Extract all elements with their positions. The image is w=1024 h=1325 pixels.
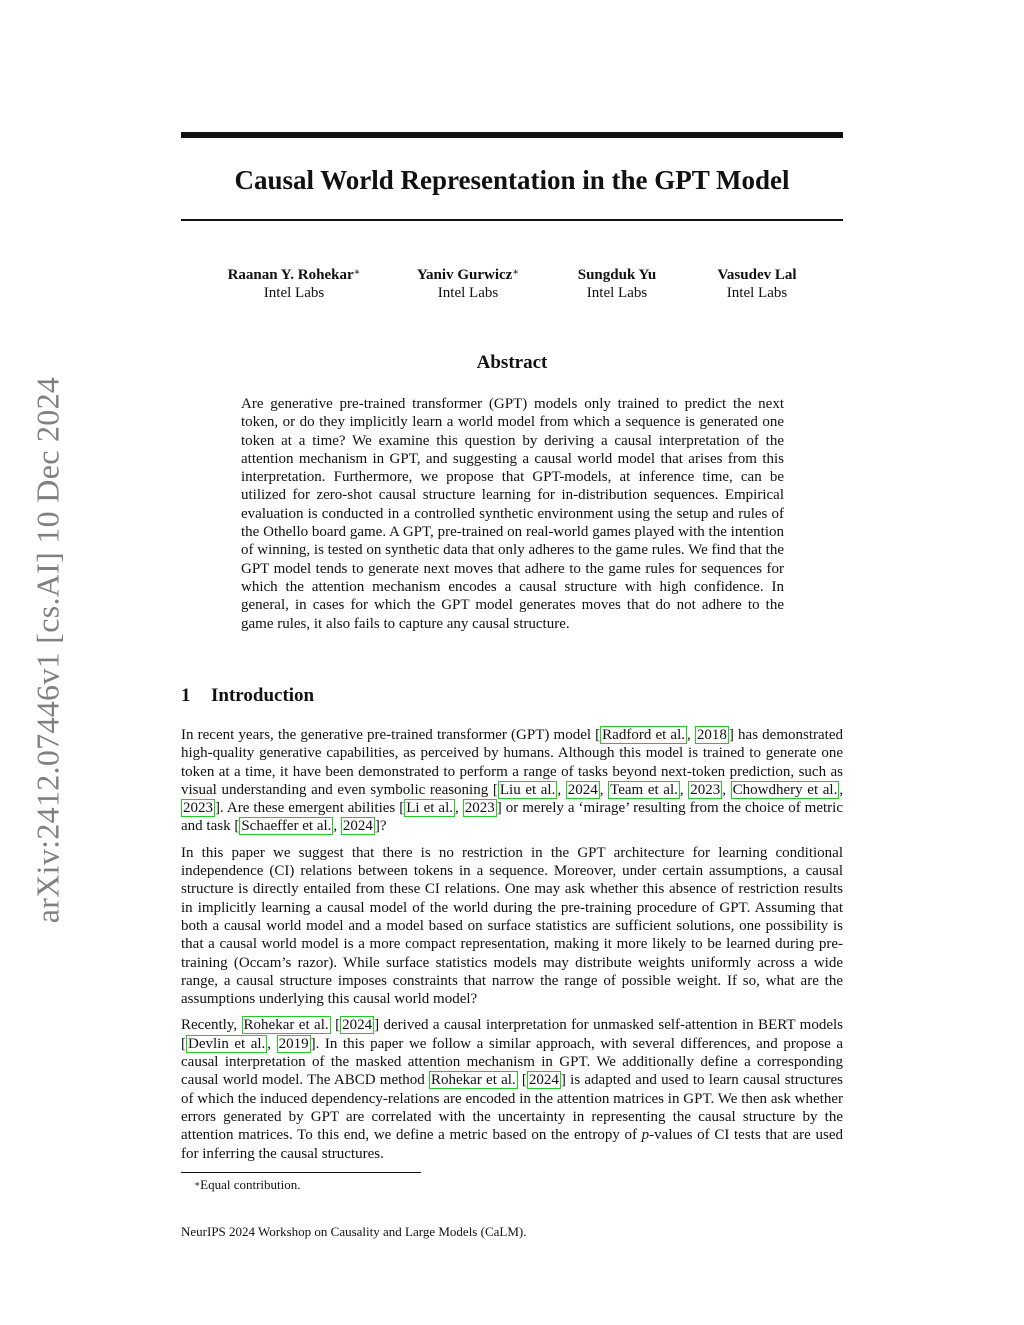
citation-link[interactable]: 2019 (278, 1035, 309, 1052)
citation-link[interactable]: Devlin et al. (188, 1035, 266, 1052)
text-run: ] derived a causal interpretation for unmasked self-attention in BERT models [ (181, 1017, 843, 1052)
citation-link[interactable]: Chowdhery et al. (732, 781, 838, 798)
author-affiliation: Intel Labs (437, 285, 499, 301)
author-affiliation: Intel Labs (586, 285, 648, 301)
author-mark: ∗ (512, 267, 520, 278)
citation-link[interactable]: Li et al. (406, 800, 453, 817)
citation-link[interactable]: Radford et al. (602, 727, 686, 743)
author-name: Raanan Y. Rohekar (227, 267, 354, 283)
text-run: , (687, 727, 695, 743)
text-run: ] has demonstrated high-quality generative capabilities, as perceived by humans. Although this model is trained to generate one token at a time, it have been demonstrated to perform a range of tasks beyond next-token prediction, such as visual understanding and even symbolic reasoning [ (181, 727, 843, 798)
text-run: ]. In this paper we follow a similar approach, with several differences, and propose a causal interpretation of the masked attention mechanism in GPT. We additionally define a corresponding causal world model. The ABCD method (181, 1035, 844, 1089)
text-run: , (679, 781, 689, 798)
text-run: ]? (374, 818, 387, 835)
paper-title: Causal World Representation in the GPT Model (234, 165, 790, 195)
abstract-text: Are generative pre-trained transformer (GPT) models only trained to predict the next token, or do they implicitly learn a world model from which a sequence is generated one token at a time? We examine this question by deriving a causal interpretation of the attention mechanism in GPT, and suggesting a causal world model that arises from this interpretation. Furthermore, we propose that GPT-models, at inference time, can be utilized for zero-shot causal structure learning for in-distribution sequences. Empirical evaluation is conducted in a controlled synthetic environment using the setup and rules of the Othello board game. A GPT, pre-trained on real-world games played with the intention of winning, is tested on synthetic data that only adheres to the game rules. We find that the GPT model tends to generate next moves that adhere to the game rules for sequences for which the attention mechanism encodes a causal structure with high confidence. In general, in cases for which the GPT model generates moves that do not adhere to the game rules, it also fails to capture any causal structure. (241, 396, 784, 632)
author-mark: ∗ (353, 267, 361, 278)
footnote-text: Equal contribution. (200, 1177, 301, 1192)
author-affiliation: Intel Labs (726, 285, 788, 301)
citation-link[interactable]: Team et al. (610, 781, 678, 798)
text-run: [ (330, 1017, 341, 1034)
text-run: [ (517, 1072, 527, 1089)
author-3 (578, 266, 657, 302)
footnote-rule (181, 1172, 421, 1173)
math-variable: p (641, 1127, 650, 1144)
arxiv-identifier (28, 360, 68, 940)
text-run: ] is adapted and used to learn causal structures of which the induced dependency-relations are encoded in the attention matrices in GPT. We then ask whether errors generated by GPT are correlated with the uncertainty in representing the causal structure by the attention matrices. To this end, we define a metric based on the entropy of (181, 1072, 844, 1144)
citation-link[interactable]: 2024 (567, 781, 598, 798)
text-run: , (722, 781, 731, 798)
author-name: Sungduk Yu (577, 267, 657, 283)
text-run: ] or merely a ‘mirage’ resulting from the choice of metric and task [ (181, 800, 843, 835)
citation-link[interactable]: 2024 (342, 818, 373, 835)
citation-link[interactable]: Rohekar et al. (431, 1072, 516, 1089)
text-run: , (557, 781, 566, 798)
text-run: ]. Are these emergent abilities [ (215, 800, 405, 817)
text-run: , (267, 1035, 277, 1052)
text-run: -values of CI tests that are used for inferring the causal structures. (181, 1127, 844, 1162)
citation-link[interactable]: 2023 (464, 800, 495, 817)
title-top-rule (181, 132, 843, 138)
citation-link[interactable]: Rohekar et al. (243, 1017, 329, 1034)
author-4 (717, 266, 796, 302)
footnote-mark: ∗ (194, 1179, 201, 1189)
abstract-heading: Abstract (476, 352, 548, 373)
arxiv-identifier-text: arXiv:2412.07446v1 [cs.AI] 10 Dec 2024 (29, 376, 66, 924)
paragraph-1 (181, 726, 843, 836)
text-run: In recent years, the generative pre-trained transformer (GPT) model [ (181, 727, 601, 743)
text-run: , (839, 781, 844, 798)
citation-link[interactable]: Liu et al. (499, 781, 556, 798)
author-1 (228, 266, 361, 302)
author-list (181, 266, 843, 306)
section-title: Introduction (211, 685, 315, 706)
citation-link[interactable]: 2024 (528, 1072, 559, 1089)
text-run: , (599, 781, 609, 798)
citation-link[interactable]: 2018 (696, 727, 727, 743)
author-name: Vasudev Lal (717, 267, 797, 283)
footnote (194, 1177, 301, 1193)
text-run: Recently, (181, 1017, 242, 1034)
title-bottom-rule (181, 219, 843, 221)
paragraph-2: In this paper we suggest that there is no restriction in the GPT architecture for learning conditional independence (CI) relations between tokens in a sequence. Moreover, under certain assumptions, a causal structure is directly entailed from these CI relations. One may ask whether this absence of restriction results in implicitly learning a causal model of the world during the pre-training procedure of GPT. Assuming that both a causal world model and a model based on surface statistics are sufficient solutions, one possibility is that a causal world model is a more compact representation, making it more likely to be learned during pre-training (Occam’s razor). While surface statistics models may distribute weights uniformly across a wide range, a causal structure imposes constraints that narrow the range of possible weight. If so, what are the assumptions underlying this causal world model? (181, 844, 843, 1008)
section-heading (181, 684, 314, 708)
citation-link[interactable]: 2023 (183, 800, 213, 817)
citation-link[interactable]: Schaeffer et al. (241, 818, 332, 835)
section-number: 1 (181, 685, 191, 706)
author-affiliation: Intel Labs (263, 285, 325, 301)
citation-link[interactable]: 2023 (690, 781, 721, 798)
text-run: , (454, 800, 463, 817)
venue-line: NeurIPS 2024 Workshop on Causality and Large Models (CaLM). (181, 1224, 527, 1239)
body-text (181, 726, 843, 1171)
citation-link[interactable]: 2024 (342, 1017, 373, 1034)
paragraph-3 (181, 1016, 843, 1162)
text-run: , (333, 818, 341, 835)
author-name: Yaniv Gurwicz (416, 267, 513, 283)
author-2 (417, 266, 519, 302)
